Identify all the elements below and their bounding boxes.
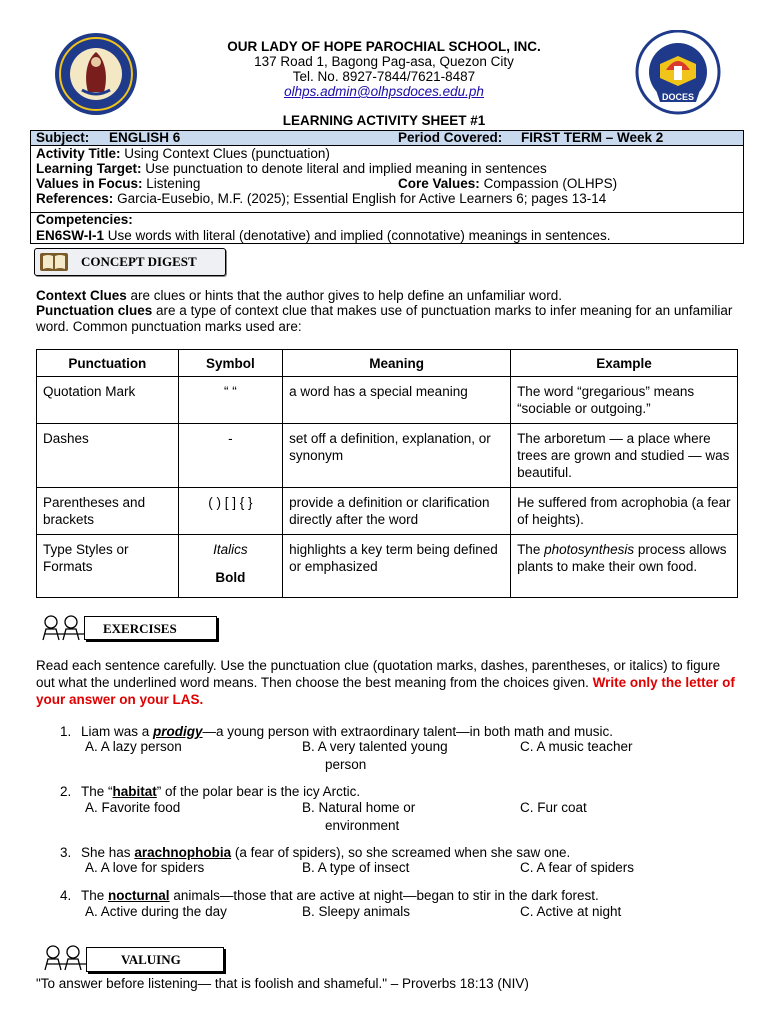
table-row [37,488,738,535]
values-in-focus [36,176,200,191]
school-name: OUR LADY OF HOPE PAROCHIAL SCHOOL, INC. [227,39,541,54]
question-number: 3. [60,845,72,860]
question-pre: The “ [81,784,113,799]
question-number: 4. [60,888,72,903]
choice-c: C. A music teacher [520,739,633,754]
core-values [398,176,617,191]
valuing-tag [86,947,224,972]
exercise-instructions [36,657,740,708]
question-4 [60,888,599,904]
punctuation-clues-text: are a type of context clue that makes use of punctuation marks to infer meaning for an unfamiliar word. Common punctuation marks used are: [36,303,733,334]
ref-value: Garcia-Eusebio, M.F. (2025); Essential English for Active Learners 6; pages 13-14 [117,191,607,206]
table-row [37,424,738,488]
school-email-link[interactable]: olhps.admin@olhpsdoces.edu.ph [284,84,484,99]
doces-banner-text: DOCES [661,92,695,102]
underlined-word: prodigy [153,724,203,739]
learning-target [36,161,547,176]
cell-meaning: highlights a key term being defined or emphasized [283,535,511,598]
underlined-word: nocturnal [108,888,170,903]
target-value: Use punctuation to denote literal and implied meaning in sentences [145,161,547,176]
question-post: animals—those that are active at night—began to stir in the dark forest. [173,888,599,903]
context-clues-definition [36,288,738,304]
choice-a: A. A lazy person [85,739,182,754]
core-label: Core Values: [398,176,480,191]
example-pre: The [517,542,541,557]
underlined-word: habitat [112,784,157,799]
example-italic-term: photosynthesis [544,542,635,557]
question-number: 2. [60,784,72,799]
instructions-red-text: Write only the letter of your answer on your LAS. [36,675,735,707]
choice-a: A. Favorite food [85,800,181,815]
period-value: FIRST TERM – Week 2 [521,130,664,145]
kids-reading-icon [40,944,90,972]
cell-symbol: - [178,424,282,488]
choice-a: A. A love for spiders [85,860,205,875]
choice-a: A. Active during the day [85,904,227,919]
col-header-punctuation: Punctuation [37,350,179,377]
exercises-tag [84,616,217,640]
cell-punctuation: Parentheses and brackets [37,488,179,535]
target-label: Learning Target: [36,161,142,176]
cell-punctuation: Dashes [37,424,179,488]
question-2 [60,784,360,800]
competencies-label: Competencies: [36,212,133,227]
question-number: 1. [60,724,72,739]
concept-digest-label: CONCEPT DIGEST [81,254,197,269]
cell-meaning: a word has a special meaning [283,377,511,424]
competency-text: Use words with literal (denotative) and implied (connotative) meanings in sentences. [107,228,611,243]
references [36,191,606,206]
values-label: Values in Focus: [36,176,143,191]
table-row [37,377,738,424]
example-post: process allows plants to make their own food. [517,542,727,574]
values-value: Listening [146,176,201,191]
choice-b: B. Natural home or [302,800,416,815]
table-row [37,535,738,598]
underlined-word: arachnophobia [134,845,232,860]
question-post: (a fear of spiders), so she screamed when she saw one. [234,845,571,860]
punctuation-clues-definition [36,303,738,335]
question-pre: She has [81,845,131,860]
col-header-meaning: Meaning [283,350,511,377]
exercises-label: EXERCISES [103,621,177,636]
cell-example: He suffered from acrophobia (a fear of heights). [511,488,738,535]
bible-verse-quote: "To answer before listening— that is foolish and shameful." – Proverbs 18:13 (NIV) [36,976,529,991]
kids-reading-icon [38,614,88,642]
ref-label: References: [36,191,114,206]
choice-b: B. A very talented young [302,739,448,754]
col-header-symbol: Symbol [178,350,282,377]
book-icon [39,252,69,272]
school-phone: Tel. No. 8927-7844/7621-8487 [292,69,476,84]
symbol-bold: Bold [215,570,246,585]
cell-example [511,535,738,598]
subject-value: ENGLISH 6 [109,130,181,145]
cell-symbol: ( ) [ ] { } [178,488,282,535]
sheet-title: LEARNING ACTIVITY SHEET #1 [282,113,486,128]
cell-symbol [178,535,282,598]
choice-b-continued: environment [325,818,400,833]
cell-symbol: “ “ [178,377,282,424]
choice-b: B. Sleepy animals [302,904,411,919]
punctuation-clues-term: Punctuation clues [36,303,153,318]
competency-item [36,228,611,243]
punctuation-table [36,349,738,598]
choice-b-continued: person [325,757,367,772]
choice-c: C. Fur coat [520,800,587,815]
cell-meaning: provide a definition or clarification directly after the word [283,488,511,535]
symbol-italics: Italics [213,542,248,557]
question-post: —a young person with extraordinary talent—in both math and music. [202,724,614,739]
question-post: ” of the polar bear is the icy Arctic. [156,784,361,799]
question-pre: The [81,888,105,903]
choice-c: C. A fear of spiders [520,860,635,875]
cell-punctuation: Quotation Mark [37,377,179,424]
instructions-text: Read each sentence carefully. Use the punctuation clue (quotation marks, dashes, parentheses, or italics) to figure out what the underlined word means. Then choose the best meaning from the choices given. [36,658,721,690]
subject-label: Subject: [36,130,90,145]
school-address: 137 Road 1, Bagong Pag-asa, Quezon City [254,54,514,69]
concept-digest-tag [34,248,226,276]
period-label: Period Covered: [398,130,503,145]
activity-title [36,146,330,161]
choice-b: B. A type of insect [302,860,410,875]
cell-meaning: set off a definition, explanation, or synonym [283,424,511,488]
question-pre: Liam was a [81,724,150,739]
activity-label: Activity Title: [36,146,121,161]
table-header-row [37,350,738,377]
context-clues-text: are clues or hints that the author gives to help define an unfamiliar word. [130,288,563,303]
valuing-label: VALUING [121,952,181,967]
competency-code: EN6SW-I-1 [36,228,104,243]
core-value: Compassion (OLHPS) [483,176,618,191]
activity-value: Using Context Clues (punctuation) [124,146,330,161]
cell-example: The word “gregarious” means “sociable or outgoing.” [511,377,738,424]
context-clues-term: Context Clues [36,288,127,303]
col-header-example: Example [511,350,738,377]
choice-c: C. Active at night [520,904,622,919]
cell-example: The arboretum — a place where trees are grown and studied — was beautiful. [511,424,738,488]
cell-punctuation: Type Styles or Formats [37,535,179,598]
